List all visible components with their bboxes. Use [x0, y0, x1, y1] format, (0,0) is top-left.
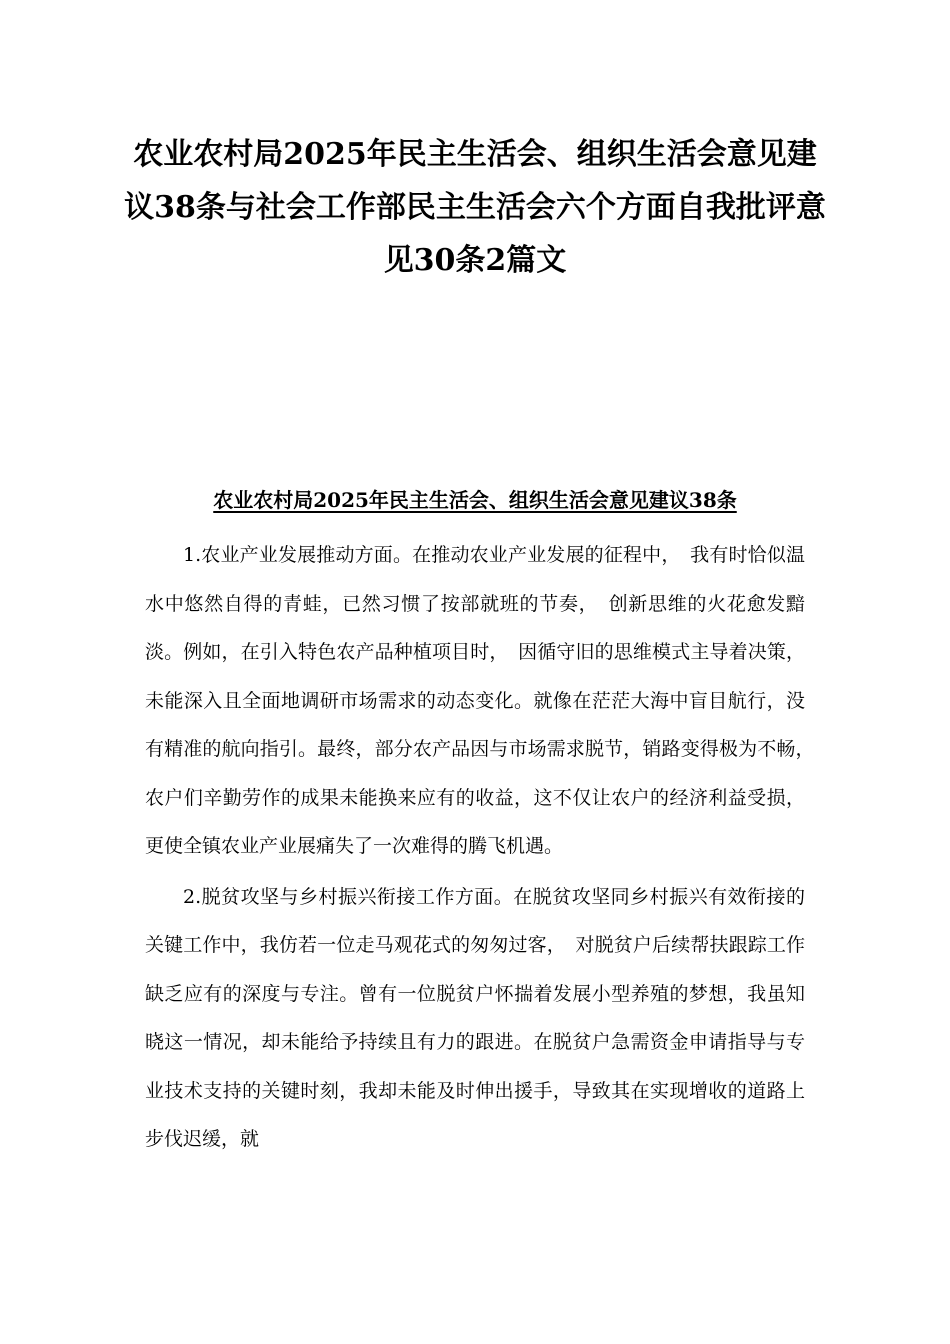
paragraph-1: 1.农业产业发展推动方面。在推动农业产业发展的征程中， 我有时恰似温水中悠然自得的青蛙，已然习惯了按部就班的节奏， 创新思维的火花愈发黯淡。例如，在引入特色农产品种植项目时， 因循守旧的思维模式主导着决策，未能深入且全面地调研市场需求的动态变化。就像在茫茫大海中盲目航行，没有精准的航向指引。最终，部分农产品因与市场需求脱节，销路变得极为不畅， 农户们辛勤劳作的成果未能换来应有的收益，这不仅让农户的经济利益受损，更使全镇农业产业展痛失了一次难得的腾飞机遇。 [145, 544, 825, 857]
section-heading: 农业农村局2025年民主生活会、组织生活会意见建议38条 [213, 488, 737, 512]
document-body [145, 531, 825, 1166]
document-title: 农业农村局2025年民主生活会、组织生活会意见建议38条与社会工作部民主生活会六个方面自我批评意见30条2篇文 [124, 137, 826, 278]
paragraph-2: 2.脱贫攻坚与乡村振兴衔接工作方面。在脱贫攻坚同乡村振兴有效衔接的关键工作中，我仿若一位走马观花式的匆匆过客， 对脱贫户后续帮扶跟踪工作缺乏应有的深度与专注。曾有一位脱贫户怀揣着发展小型养殖的梦想，我虽知晓这一情况，却未能给予持续且有力的跟进。在脱贫户急需资金申请指导与专业技术支持的关键时刻，我却未能及时伸出援手，导致其在实现增收的道路上步伐迟缓，就 [145, 885, 805, 1150]
